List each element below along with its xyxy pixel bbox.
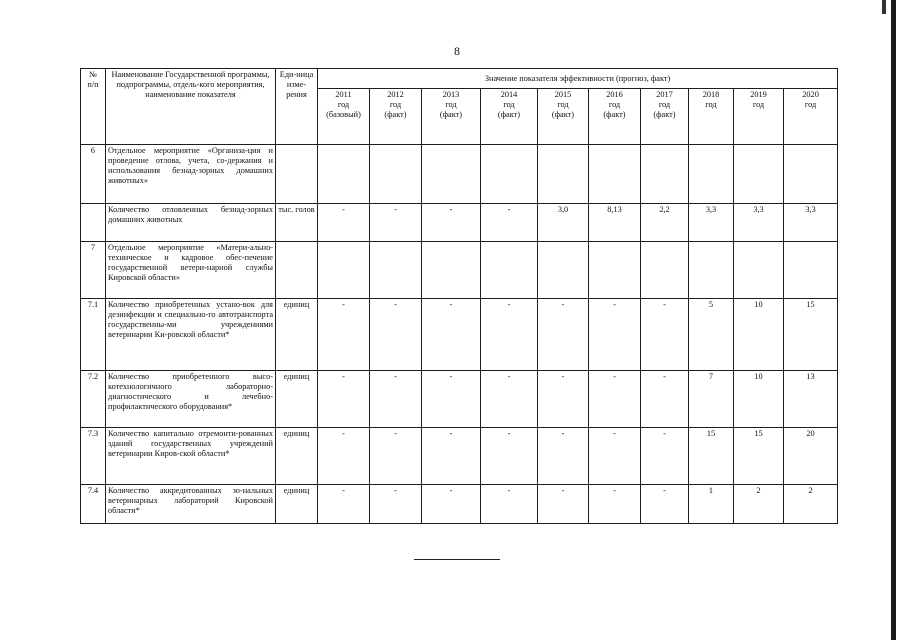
table-row bbox=[81, 485, 838, 524]
header-name: Наименование Государственной программы, подпрограммы, отдель-кого мероприятия, наименование показателя bbox=[106, 69, 276, 145]
row-value: 20 bbox=[784, 428, 838, 485]
row-unit: единиц bbox=[276, 428, 318, 485]
row-value bbox=[422, 145, 481, 204]
row-unit: единиц bbox=[276, 485, 318, 524]
row-value: - bbox=[641, 371, 689, 428]
row-unit: единиц bbox=[276, 298, 318, 371]
row-number: 7 bbox=[81, 241, 106, 298]
page-number: 8 bbox=[454, 44, 460, 58]
scan-edge-bar bbox=[891, 0, 896, 640]
row-value: - bbox=[422, 371, 481, 428]
row-value: 7 bbox=[689, 371, 734, 428]
row-unit bbox=[276, 241, 318, 298]
row-number: 7.1 bbox=[81, 298, 106, 371]
row-value: - bbox=[641, 428, 689, 485]
header-year: 2011 год (базовый) bbox=[318, 89, 370, 145]
row-value: 15 bbox=[734, 428, 784, 485]
row-value bbox=[734, 241, 784, 298]
row-value: 3,0 bbox=[538, 203, 589, 241]
row-value: 8,13 bbox=[589, 203, 641, 241]
row-value bbox=[641, 145, 689, 204]
row-unit: тыс. голов bbox=[276, 203, 318, 241]
row-value bbox=[318, 241, 370, 298]
header-year: 2019 год bbox=[734, 89, 784, 145]
row-value bbox=[784, 145, 838, 204]
row-value: - bbox=[422, 485, 481, 524]
row-value bbox=[734, 145, 784, 204]
row-number: 7.2 bbox=[81, 371, 106, 428]
row-value: - bbox=[481, 203, 538, 241]
row-value: 10 bbox=[734, 298, 784, 371]
row-value: - bbox=[589, 485, 641, 524]
row-value: - bbox=[538, 298, 589, 371]
row-value bbox=[784, 241, 838, 298]
row-name: Количество аккредитованных зо-нальных ветеринарных лабораторий Кировской области* bbox=[106, 485, 276, 524]
header-unit: Еди-ница изме-рения bbox=[276, 69, 318, 145]
row-value: 3,3 bbox=[734, 203, 784, 241]
row-number: 6 bbox=[81, 145, 106, 204]
row-value bbox=[318, 145, 370, 204]
row-value bbox=[589, 145, 641, 204]
row-value: 2 bbox=[784, 485, 838, 524]
row-value: - bbox=[481, 298, 538, 371]
row-value: - bbox=[481, 371, 538, 428]
row-value: - bbox=[589, 298, 641, 371]
row-value bbox=[370, 145, 422, 204]
row-value bbox=[481, 145, 538, 204]
header-year: 2017 год (факт) bbox=[641, 89, 689, 145]
row-number: 7.3 bbox=[81, 428, 106, 485]
row-value: - bbox=[370, 428, 422, 485]
row-value: 5 bbox=[689, 298, 734, 371]
footnote-separator bbox=[414, 559, 500, 560]
row-value: - bbox=[589, 428, 641, 485]
header-year: 2015 год (факт) bbox=[538, 89, 589, 145]
row-unit bbox=[276, 145, 318, 204]
row-value bbox=[589, 241, 641, 298]
table-row bbox=[81, 203, 838, 241]
row-value: 1 bbox=[689, 485, 734, 524]
row-name: Отдельное мероприятие «Организа-ция и проведение отлова, учета, со-держания и использования безнад-зорных домашних животных» bbox=[106, 145, 276, 204]
row-value: 2,2 bbox=[641, 203, 689, 241]
row-name: Количество капитально отремонти-рованных зданий государственных учреждений ветеринарии Киров-ской области* bbox=[106, 428, 276, 485]
table-row bbox=[81, 428, 838, 485]
row-value: - bbox=[641, 298, 689, 371]
row-value bbox=[641, 241, 689, 298]
header-year: 2012 год (факт) bbox=[370, 89, 422, 145]
row-name: Количество приобретенных устано-вок для дезинфекции и специально-го автотранспорта государственны-ми учреждениями ветеринарии Ки-ровской области* bbox=[106, 298, 276, 371]
table-row bbox=[81, 241, 838, 298]
row-value: - bbox=[318, 485, 370, 524]
row-name: Количество отловленных безнад-зорных домашних животных bbox=[106, 203, 276, 241]
efficiency-indicators-table bbox=[80, 68, 838, 524]
row-number bbox=[81, 203, 106, 241]
table-row bbox=[81, 371, 838, 428]
row-value: - bbox=[370, 298, 422, 371]
row-value: - bbox=[422, 428, 481, 485]
header-year: 2016 год (факт) bbox=[589, 89, 641, 145]
row-value: - bbox=[370, 371, 422, 428]
row-value: 10 bbox=[734, 371, 784, 428]
row-value: - bbox=[370, 203, 422, 241]
scan-edge-mark bbox=[882, 0, 886, 14]
row-value: - bbox=[481, 485, 538, 524]
row-value: 2 bbox=[734, 485, 784, 524]
row-value: - bbox=[318, 428, 370, 485]
row-value: - bbox=[481, 428, 538, 485]
row-value: - bbox=[538, 485, 589, 524]
row-value bbox=[538, 145, 589, 204]
row-number: 7.4 bbox=[81, 485, 106, 524]
row-value: - bbox=[422, 203, 481, 241]
row-value: - bbox=[538, 428, 589, 485]
row-value: - bbox=[641, 485, 689, 524]
row-value: 13 bbox=[784, 371, 838, 428]
header-row-number: № п/п bbox=[81, 69, 106, 145]
row-value: 15 bbox=[689, 428, 734, 485]
row-value: 3,3 bbox=[689, 203, 734, 241]
row-value bbox=[538, 241, 589, 298]
header-year: 2013 год (факт) bbox=[422, 89, 481, 145]
row-value bbox=[689, 241, 734, 298]
row-value: - bbox=[370, 485, 422, 524]
row-value: - bbox=[589, 371, 641, 428]
table-row bbox=[81, 145, 838, 204]
row-name: Отдельное мероприятие «Матери-ально-техническое и кадровое обес-печение государственной ветери-нарной службы Кировской области» bbox=[106, 241, 276, 298]
row-value bbox=[370, 241, 422, 298]
row-name: Количество приобретенного высо-котехнологичного лабораторно-диагностического и лечебно-профилактического оборудования* bbox=[106, 371, 276, 428]
header-year: 2020 год bbox=[784, 89, 838, 145]
row-value: - bbox=[318, 371, 370, 428]
row-unit: единиц bbox=[276, 371, 318, 428]
row-value: - bbox=[422, 298, 481, 371]
row-value: 15 bbox=[784, 298, 838, 371]
table-row bbox=[81, 298, 838, 371]
row-value bbox=[481, 241, 538, 298]
header-year: 2018 год bbox=[689, 89, 734, 145]
row-value: - bbox=[318, 203, 370, 241]
row-value bbox=[422, 241, 481, 298]
row-value: - bbox=[538, 371, 589, 428]
header-value-title: Значение показателя эффективности (прогноз, факт) bbox=[318, 69, 838, 89]
row-value: 3,3 bbox=[784, 203, 838, 241]
row-value: - bbox=[318, 298, 370, 371]
row-value bbox=[689, 145, 734, 204]
header-year: 2014 год (факт) bbox=[481, 89, 538, 145]
